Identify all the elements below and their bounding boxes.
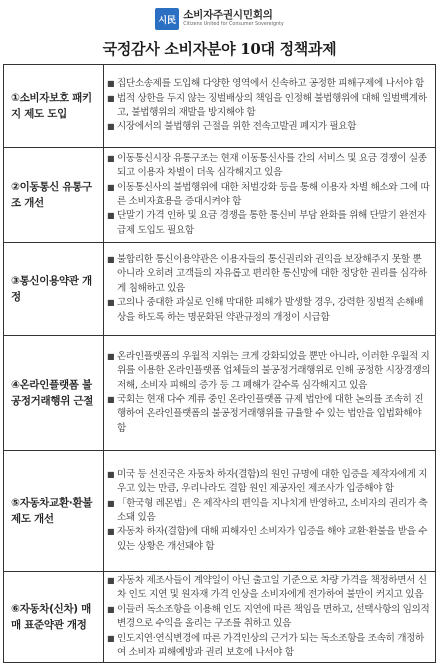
policy-content bbox=[104, 243, 436, 336]
policy-item bbox=[107, 296, 431, 325]
organization-logo bbox=[0, 4, 439, 34]
square-bullet-icon: ■ bbox=[107, 498, 115, 508]
policy-item bbox=[107, 181, 431, 210]
organization-name-en: Citizens United for Consumer Sovereignty bbox=[183, 21, 284, 27]
square-bullet-icon: ■ bbox=[107, 254, 115, 264]
policy-content bbox=[104, 451, 436, 572]
policy-item-text: 인도지연·연식변경에 따른 가격인상의 근거가 되는 독소조항을 조속히 개정하여 소비자 피해예방과 권리 보호에 나서야 함 bbox=[117, 632, 424, 659]
policy-row bbox=[4, 336, 436, 451]
policy-item-text: 단말기 가격 인하 및 요금 경쟁을 통한 통신비 부담 완화를 위해 단말기 완전자급제 도입도 필요함 bbox=[117, 210, 426, 236]
policy-item-text: 온라인플랫폼의 우월적 지위는 크게 강화되었을 뿐만 아니라, 이러한 우월적 지위를 이용한 온라인플랫폼 업체들의 불공정거래행위로 인해 공정한 시장경쟁의 저해, 소비자 피해의 증가 등 그 폐해가 갈수록 심각해지고 있음 bbox=[117, 350, 431, 391]
policy-content bbox=[104, 148, 436, 243]
policy-item bbox=[107, 152, 431, 181]
policy-item bbox=[107, 525, 431, 554]
square-bullet-icon: ■ bbox=[107, 211, 115, 221]
policy-item-text: 집단소송제를 도입해 다양한 영역에서 신속하고 공정한 피해구제에 나서야 함 bbox=[117, 78, 424, 90]
policy-table-body bbox=[4, 65, 436, 663]
policy-item-text: 이동통신시장 유통구조는 현재 이동통신사를 간의 서비스 및 요금 경쟁이 실종되고 이용자 차별이 더욱 심각해지고 있음 bbox=[117, 152, 427, 179]
policy-item-text: 자동차 제조사들이 계약일이 아닌 출고일 기준으로 차량 가격을 책정하면서 신차 인도 지연 및 원자재 가격 인상을 소비자에게 전가하여 불만이 커지고 있음 bbox=[117, 575, 427, 601]
policy-item-text: 「한국형 레몬법」은 제작사의 편익을 지나치게 반영하고, 소비자의 권리가 축소돼 있음 bbox=[117, 497, 428, 523]
policy-item-text: 국회는 현재 다수 계류 중인 온라인플랫폼 규제 법안에 대한 논의를 조속히 진행하여 온라인플랫폼의 불공정거래행위를 규율할 수 있는 법안을 입법화해야 함 bbox=[117, 394, 424, 434]
policy-item-text: 고의나 중대한 과실로 인해 막대한 피해가 발생할 경우, 강력한 징벌적 손해배상을 하도록 하는 명문화된 약관규정의 개정이 시급함 bbox=[117, 297, 424, 323]
policy-item bbox=[107, 497, 431, 526]
policy-row bbox=[4, 451, 436, 572]
policy-item bbox=[107, 77, 431, 91]
document-title: 국정감사 소비자분야 10대 정책과제 bbox=[102, 40, 337, 58]
policy-table bbox=[3, 64, 436, 663]
logo-icon: 시民 bbox=[155, 8, 179, 30]
square-bullet-icon: ■ bbox=[107, 469, 115, 479]
policy-item-text: 불합리한 통신이용약관은 이용자들의 통신권리와 권익을 보장해주지 못할 뿐 아니라 오히려 고객들의 자유롭고 편리한 통신망에 대한 정당한 권리를 심각하게 침해하고 있음 bbox=[117, 253, 427, 294]
policy-item bbox=[107, 253, 431, 296]
policy-row bbox=[4, 243, 436, 336]
square-bullet-icon: ■ bbox=[107, 576, 115, 585]
policy-row bbox=[4, 65, 436, 148]
policy-item bbox=[107, 92, 431, 121]
square-bullet-icon: ■ bbox=[107, 351, 115, 361]
square-bullet-icon: ■ bbox=[107, 395, 115, 404]
square-bullet-icon: ■ bbox=[107, 79, 115, 89]
policy-item-text: 이동통신사의 불법행위에 대한 처벌강화 등을 통해 이용자 차별 해소와 그에 따른 소비자효용을 증대시켜야 함 bbox=[117, 181, 430, 207]
logo-text bbox=[183, 10, 284, 27]
square-bullet-icon: ■ bbox=[107, 633, 115, 643]
policy-item-text: 미국 등 선진국은 자동차 하자(결함)의 원인 규명에 대한 입증을 제작자에게 지우고 있는 만큼, 우리나라도 결함 원인 제공자인 제조사가 입증해야 함 bbox=[117, 468, 428, 495]
policy-item bbox=[107, 120, 431, 134]
policy-label: ①소비자보호 패키지 제도 도입 bbox=[4, 65, 104, 148]
policy-label: ③통신이용약관 개정 bbox=[4, 243, 104, 336]
policy-row bbox=[4, 572, 436, 663]
policy-item bbox=[107, 393, 431, 436]
policy-label: ⑤자동차교환·환불제도 개선 bbox=[4, 451, 104, 572]
policy-content bbox=[104, 65, 436, 148]
policy-item bbox=[107, 350, 431, 393]
policy-row bbox=[4, 148, 436, 243]
policy-item-text: 시장에서의 불법행위 근절을 위한 전속고발권 폐지가 필요함 bbox=[117, 121, 357, 133]
policy-item-text: 이들러 독소조항을 이용해 인도 지연에 따른 책임을 면하고, 선택사항의 임의적 변경으로 수익을 올리는 구조를 취하고 있음 bbox=[117, 603, 430, 630]
policy-item bbox=[107, 603, 431, 632]
policy-content bbox=[104, 336, 436, 451]
square-bullet-icon: ■ bbox=[107, 122, 115, 132]
square-bullet-icon: ■ bbox=[107, 153, 115, 163]
policy-item-text: 법적 상한을 두지 않는 징벌배상의 책임을 인정해 불법행위에 대해 일벌백계하고, 불법행위의 재발을 방지해야 함 bbox=[117, 92, 427, 118]
policy-content bbox=[104, 572, 436, 663]
organization-name: 소비자주권시민회의 bbox=[183, 9, 273, 22]
square-bullet-icon: ■ bbox=[107, 182, 115, 192]
policy-label: ⑥자동차(신차) 매매 표준약관 개정 bbox=[4, 572, 104, 663]
policy-label: ②이동통신 유통구조 개선 bbox=[4, 148, 104, 243]
square-bullet-icon: ■ bbox=[107, 93, 115, 103]
policy-item bbox=[107, 209, 431, 238]
policy-item-text: 자동차 하자(결함)에 대해 피해자인 소비자가 입증을 해야 교환·환불을 받을 수 있는 상황은 개선돼야 함 bbox=[117, 526, 428, 552]
policy-item bbox=[107, 574, 431, 603]
square-bullet-icon: ■ bbox=[107, 298, 115, 308]
policy-item bbox=[107, 632, 431, 661]
square-bullet-icon: ■ bbox=[107, 527, 115, 537]
policy-label: ④온라인플랫폼 불공정거래행위 근절 bbox=[4, 336, 104, 451]
square-bullet-icon: ■ bbox=[107, 604, 115, 614]
policy-item bbox=[107, 468, 431, 497]
